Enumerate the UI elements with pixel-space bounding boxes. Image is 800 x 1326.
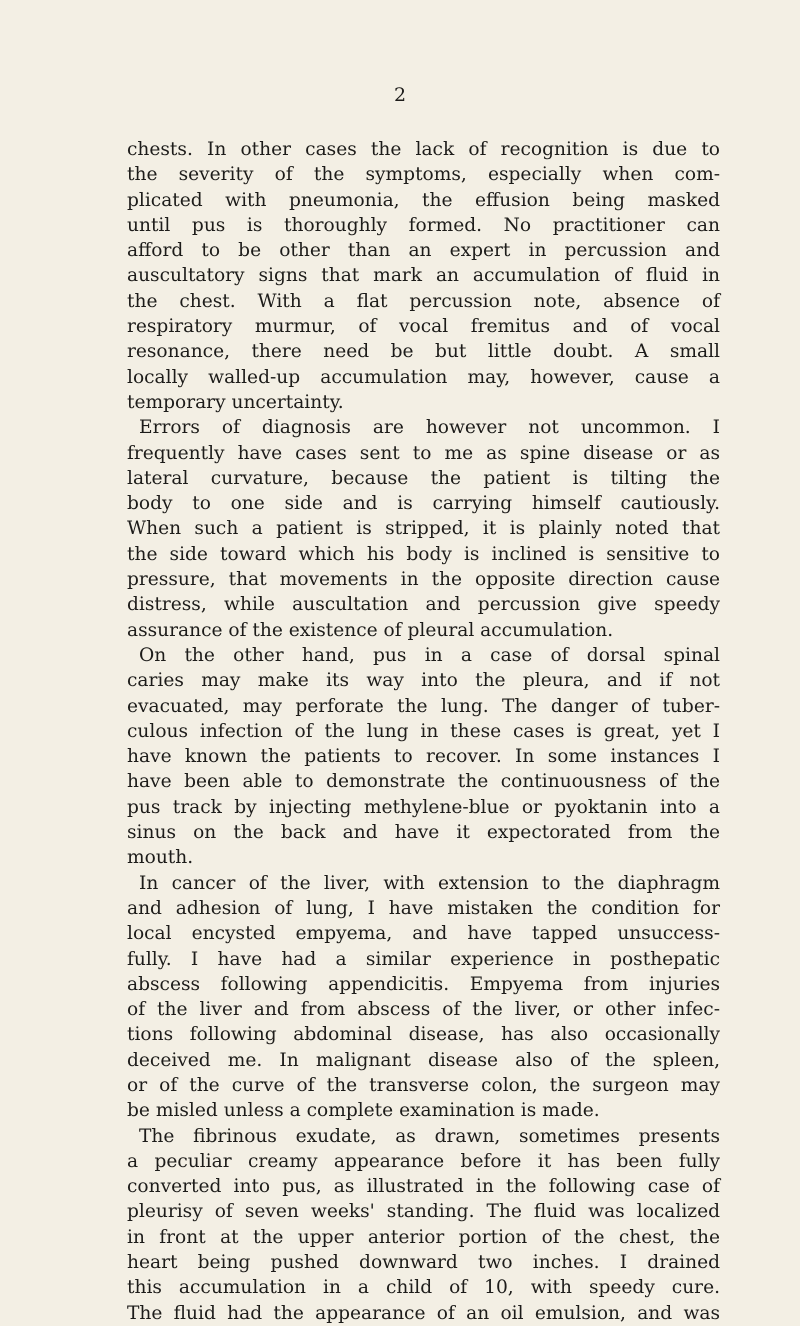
text-line: assurance of the existence of pleural accumulation.: [127, 619, 614, 641]
text-line: temporary uncertainty.: [127, 391, 344, 413]
text-line: tions following abdominal disease, has also occasionally: [127, 1024, 720, 1046]
text-line: in front at the upper anterior portion of the chest, the: [127, 1226, 720, 1248]
text-line: and adhesion of lung, I have mistaken the condition for: [127, 897, 720, 919]
text-line: body to one side and is carrying himself cautiously.: [127, 493, 720, 515]
text-line: evacuated, may perforate the lung. The danger of tuber-: [127, 695, 720, 717]
text-line: the chest. With a flat percussion note, absence of: [127, 290, 720, 312]
page-number: 2: [393, 84, 407, 106]
text-line: a peculiar creamy appearance before it has been fully: [127, 1150, 720, 1172]
text-line: frequently have cases sent to me as spine disease or as: [127, 442, 720, 464]
text-line: mouth.: [127, 847, 194, 869]
text-line: lateral curvature, because the patient is tilting the: [127, 467, 720, 489]
text-line: have been able to demonstrate the continuousness of the: [127, 771, 720, 793]
text-line: abscess following appendicitis. Empyema from injuries: [127, 973, 720, 995]
text-line: the side toward which his body is inclined is sensitive to: [127, 543, 720, 565]
text-line: deceived me. In malignant disease also of the spleen,: [127, 1049, 720, 1071]
text-line: pus track by injecting methylene-blue or pyoktanin into a: [127, 796, 720, 818]
text-line: When such a patient is stripped, it is plainly noted that: [127, 518, 720, 540]
text-line: On the other hand, pus in a case of dorsal spinal: [139, 644, 720, 666]
text-line: The fluid had the appearance of an oil emulsion, and was: [127, 1302, 720, 1324]
text-line: In cancer of the liver, with extension to the diaphragm: [139, 872, 720, 894]
text-line: converted into pus, as illustrated in the following case of: [127, 1176, 720, 1198]
text-line: the severity of the symptoms, especially when com-: [127, 164, 720, 186]
text-line: fully. I have had a similar experience in posthepatic: [127, 948, 720, 970]
text-line: of the liver and from abscess of the liver, or other infec-: [127, 999, 720, 1021]
text-line: pressure, that movements in the opposite direction cause: [127, 569, 720, 591]
text-line: pleurisy of seven weeks' standing. The fluid was localized: [127, 1201, 720, 1223]
body-text: [127, 137, 720, 1326]
text-line: auscultatory signs that mark an accumulation of fluid in: [127, 265, 720, 287]
text-line: The fibrinous exudate, as drawn, sometimes presents: [139, 1125, 720, 1147]
text-line: caries may make its way into the pleura, and if not: [127, 670, 720, 692]
text-line: or of the curve of the transverse colon, the surgeon may: [127, 1074, 720, 1096]
text-line: local encysted empyema, and have tapped unsuccess-: [127, 923, 720, 945]
text-line: Errors of diagnosis are however not uncommon. I: [139, 417, 720, 439]
text-line: sinus on the back and have it expectorated from the: [127, 822, 720, 844]
text-line: respiratory murmur, of vocal fremitus and of vocal: [127, 316, 720, 338]
text-line: until pus is thoroughly formed. No practitioner can: [127, 214, 720, 236]
text-line: afford to be other than an expert in percussion and: [127, 240, 720, 262]
text-line: be misled unless a complete examination is made.: [127, 1100, 600, 1122]
text-line: this accumulation in a child of 10, with speedy cure.: [127, 1277, 720, 1299]
text-line: locally walled-up accumulation may, however, cause a: [127, 366, 720, 388]
text-line: plicated with pneumonia, the effusion being masked: [127, 189, 720, 211]
text-line: have known the patients to recover. In some instances I: [127, 746, 720, 768]
text-line: culous infection of the lung in these cases is great, yet I: [127, 720, 720, 742]
text-line: resonance, there need be but little doubt. A small: [127, 341, 720, 363]
text-line: distress, while auscultation and percussion give speedy: [127, 594, 720, 616]
text-line: chests. In other cases the lack of recognition is due to: [127, 139, 720, 160]
text-line: heart being pushed downward two inches. I drained: [127, 1252, 720, 1274]
